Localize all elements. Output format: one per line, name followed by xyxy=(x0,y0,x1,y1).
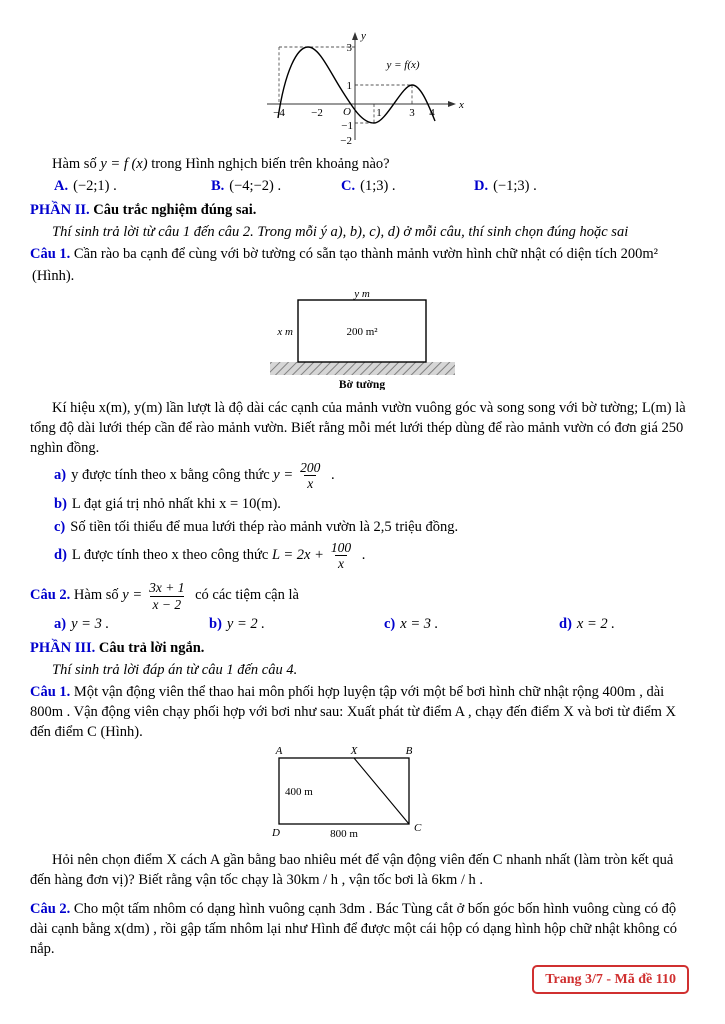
garden-area-label: 200 m² xyxy=(346,326,378,338)
option-d-label: D. xyxy=(474,178,489,194)
option-q2-c-label: c) xyxy=(384,615,396,632)
point-x-label: X xyxy=(350,744,358,757)
wall-strip xyxy=(270,362,455,375)
option-q2-a-text: y = 3 . xyxy=(71,615,110,632)
part3-q2-text: Cho một tấm nhôm có dạng hình vuông cạnh 3dm . Bác Tùng cắt ở bốn góc bốn hình vuông cùng có độ dài cạnh bằng x(dm) , rồi gập tấm nhôm lại như Hình để được một cái hộp có dạng hình hộp chữ nhật không có nắp. xyxy=(30,900,677,957)
y-axis-label: y xyxy=(361,30,366,42)
part2-q2-label: Câu 2. xyxy=(30,587,71,604)
option-q2-d-label: d) xyxy=(559,615,572,632)
option-b xyxy=(211,176,341,196)
curve-label: y = f(x) xyxy=(386,59,420,71)
part2-heading-label: PHẦN II. xyxy=(30,202,90,218)
part2-heading xyxy=(30,200,695,220)
option-d xyxy=(474,176,695,196)
part3-instruction: Thí sinh trả lời đáp án từ câu 1 đến câu 4. xyxy=(52,661,298,678)
pool-length-label: 800 m xyxy=(330,827,358,840)
statement-d-post: . xyxy=(358,547,366,564)
question-math: y = f (x) xyxy=(100,156,148,172)
statement-a xyxy=(54,460,695,491)
origin-label: O xyxy=(343,106,351,118)
part2-question1 xyxy=(30,244,695,264)
y-tick-3: 3 xyxy=(346,42,352,54)
part3-q2-label: Câu 2. xyxy=(30,900,71,917)
option-q2-d-text: x = 2 . xyxy=(576,615,615,632)
answer-options-abcd xyxy=(30,176,695,196)
part2-q1-paragraph: Kí hiệu x(m), y(m) lần lượt là độ dài các cạnh của mảnh vườn vuông góc và song song với bờ tường; L(m) là tổng độ dài lưới thép cần để rào mảnh vườn. Biết rằng mỗi mét lưới thép dùng để rào mảnh vườn có đơn giá 250 nghìn đồng. xyxy=(30,400,686,456)
option-b-text: (−4;−2) . xyxy=(229,178,282,194)
fraction-q2 xyxy=(146,580,187,611)
statement-c xyxy=(54,517,695,537)
x-tick-1: 1 xyxy=(376,107,382,119)
footer-text: Trang 3/7 - Mã đề 110 xyxy=(545,971,676,987)
part3-q1-label: Câu 1. xyxy=(30,683,71,700)
pool-figure xyxy=(265,744,460,842)
fraction-d xyxy=(328,540,354,571)
garden-left-label: x m xyxy=(277,326,293,338)
corner-a-label: A xyxy=(275,744,283,757)
corner-c-label: C xyxy=(414,821,422,834)
part3-heading-label: PHẦN III. xyxy=(30,639,96,656)
y-tick-1: 1 xyxy=(346,80,352,92)
statement-a-pre: y được tính theo x bằng công thức xyxy=(71,466,274,483)
question-monotonic xyxy=(30,154,695,174)
garden-figure xyxy=(260,288,465,390)
garden-figure-wrap xyxy=(30,288,695,396)
option-c-label: C. xyxy=(341,178,356,194)
garden-top-label: y m xyxy=(354,288,370,300)
question-suffix: trong Hình nghịch biến trên khoảng nào? xyxy=(147,156,390,172)
option-q2-b-text: y = 2 . xyxy=(226,615,265,632)
part2-question2 xyxy=(30,580,695,611)
fraction-d-denominator: x xyxy=(335,555,347,571)
option-q2-c-text: x = 3 . xyxy=(400,615,439,632)
x-axis-label: x xyxy=(459,99,464,111)
corner-d-label: D xyxy=(272,826,280,839)
statement-d-pre: L được tính theo x theo công thức xyxy=(71,547,272,564)
part2-q2-post: có các tiệm cận là xyxy=(191,587,299,604)
part2-q2-options xyxy=(30,614,695,634)
option-a-text: (−2;1) . xyxy=(73,178,117,194)
option-b-label: B. xyxy=(211,178,225,194)
corner-b-label: B xyxy=(405,744,413,757)
x-tick-minus2: −2 xyxy=(311,107,323,119)
fraction-a-denominator: x xyxy=(304,475,316,491)
option-q2-b-label: b) xyxy=(209,615,222,632)
option-a-label: A. xyxy=(54,178,69,194)
statement-d-math: L = 2x + xyxy=(271,547,324,564)
axes xyxy=(267,36,452,140)
statement-d xyxy=(54,540,695,571)
pool-width-label: 400 m xyxy=(285,785,313,798)
option-a xyxy=(54,176,211,196)
part2-heading-text: Câu trắc nghiệm đúng sai. xyxy=(89,202,257,218)
part3-heading-text: Câu trả lời ngắn. xyxy=(95,639,205,656)
part2-q2-math: y = xyxy=(122,587,143,604)
graph-figure xyxy=(30,26,695,152)
question-prefix: Hàm số xyxy=(52,156,101,172)
option-q2-b xyxy=(209,614,384,634)
option-q2-c xyxy=(384,614,559,634)
part2-q1-hint: (Hình). xyxy=(32,268,75,284)
x-tick-minus4: −4 xyxy=(273,107,285,119)
statement-b-label: b) xyxy=(54,496,67,513)
statement-a-post: . xyxy=(327,466,335,483)
statement-b-text: L đạt giá trị nhỏ nhất khi x = 10(m). xyxy=(71,496,281,513)
part2-q1-text: Cần rào ba cạnh để cùng với bờ tường có sẵn tạo thành mảnh vườn hình chữ nhật có diện tích 200m² xyxy=(70,246,659,262)
y-tick-minus1: −1 xyxy=(341,120,353,132)
page-footer-badge xyxy=(532,965,689,994)
statement-c-text: Số tiền tối thiểu để mua lưới thép rào mảnh vườn là 2,5 triệu đồng. xyxy=(70,519,459,536)
fraction-d-numerator: 100 xyxy=(330,540,352,556)
x-tick-4: 4 xyxy=(429,107,435,119)
x-tick-3: 3 xyxy=(409,107,415,119)
wall-label: Bờ tường xyxy=(338,379,386,390)
part3-question1 xyxy=(30,682,695,742)
part3-question2 xyxy=(30,899,695,959)
pool-figure-wrap xyxy=(30,744,695,848)
option-d-text: (−1;3) . xyxy=(493,178,537,194)
option-c-text: (1;3) . xyxy=(360,178,396,194)
option-q2-a-label: a) xyxy=(54,615,67,632)
statement-a-label: a) xyxy=(54,466,67,483)
option-q2-a xyxy=(54,614,209,634)
fraction-q2-denominator: x − 2 xyxy=(150,596,185,612)
part2-q2-pre: Hàm số xyxy=(70,587,123,604)
statement-d-label: d) xyxy=(54,547,67,564)
option-c xyxy=(341,176,474,196)
part3-q1-question: Hỏi nên chọn điểm X cách A gần bằng bao nhiêu mét để vận động viên đến C nhanh nhất (làm tròn kết quả đến hàng đơn vị)? Biết rằng vận tốc chạy là 30km / h , vận tốc bơi là 6km / h . xyxy=(30,851,674,888)
statement-c-label: c) xyxy=(54,519,66,536)
fraction-a-numerator: 200 xyxy=(300,460,321,475)
part3-q1-text: Một vận động viên thể thao hai môn phối hợp luyện tập với một bể bơi hình chữ nhật rộng 400m , dài 800m . Vận động viên chạy phối hợp với bơi như sau: Xuất phát từ điểm A , chạy đến điểm X và bơi từ điểm X đến điểm C (Hình). xyxy=(30,683,676,740)
option-q2-d xyxy=(559,614,695,634)
statement-a-math: y = xyxy=(273,466,294,483)
part3-heading xyxy=(30,638,695,658)
fraction-q2-numerator: 3x + 1 xyxy=(149,580,185,596)
part2-q1-statements xyxy=(30,460,695,571)
part2-instruction: Thí sinh trả lời từ câu 1 đến câu 2. Trong mỗi ý a), b), c), d) ở mỗi câu, thí sinh chọn đúng hoặc sai xyxy=(52,224,629,240)
function-graph xyxy=(255,26,470,146)
fraction-a xyxy=(297,460,323,491)
y-tick-minus2: −2 xyxy=(340,135,352,146)
part2-q1-label: Câu 1. xyxy=(30,246,71,262)
statement-b xyxy=(54,494,695,514)
